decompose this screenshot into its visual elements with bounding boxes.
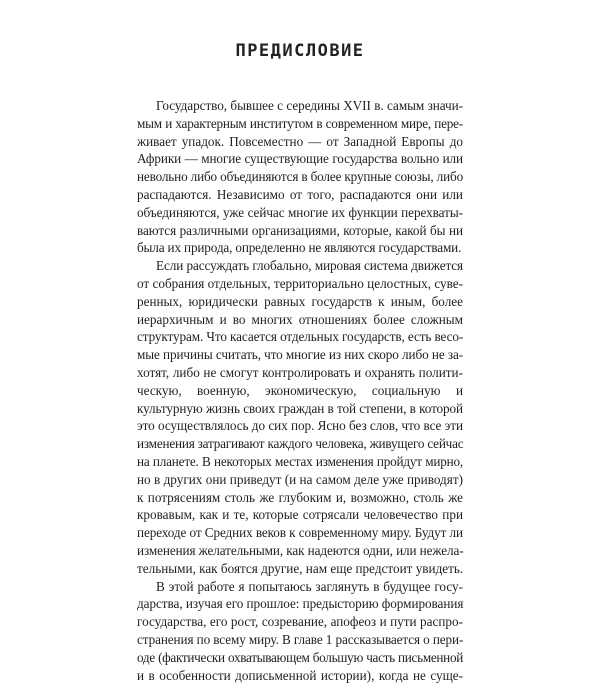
text-line: кровавым, как и те, которые сотрясали человечество при [137, 506, 463, 524]
text-line: дарства, изучая его прошлое: предысторию формирования [137, 595, 463, 613]
text-line: оде (фактически охватывающем большую часть письменной [137, 649, 463, 667]
text-line: распадаются. Независимо от того, распадаются они или [137, 186, 463, 204]
text-line: Если рассуждать глобально, мировая система движется [137, 257, 463, 275]
text-line: ваются различными организациями, которые, какой бы ни [137, 222, 463, 240]
text-line: иерархичным и во многих отношениях более сложным [137, 311, 463, 329]
text-line: Государство, бывшее с середины XVII в. самым значи- [137, 97, 463, 115]
text-line: государства, его рост, созревание, апофеоз и пути распро- [137, 613, 463, 631]
text-line: культурную жизнь своих граждан в той степени, в которой [137, 400, 463, 418]
text-line: невольно либо объединяются в более крупные союзы, либо [137, 168, 463, 186]
text-line: и в особенности дописьменной истории), когда не суще- [137, 667, 463, 684]
text-line: изменения желательными, как надеются одни, или нежела- [137, 542, 463, 560]
text-line: изменения затрагивают каждого человека, живущего сейчас [137, 435, 463, 453]
text-line: от собрания отдельных, территориально целостных, суве- [137, 275, 463, 293]
text-line: к потрясениям столь же глубоким и, возможно, столь же [137, 489, 463, 507]
text-line: объединяются, уже сейчас многие их функции перехваты- [137, 204, 463, 222]
text-line: переходе от Средних веков к современному миру. Будут ли [137, 524, 463, 542]
paragraph [137, 578, 463, 684]
text-line: Африки — многие существующие государства вольно или [137, 150, 463, 168]
text-line: тельными, как боятся другие, нам еще предстоит увидеть. [137, 560, 463, 578]
text-line: но в других они приведут (и на самом деле уже приводят) [137, 471, 463, 489]
text-line: живает упадок. Повсеместно — от Западной Европы до [137, 133, 463, 151]
text-line: ренных, юридически равных государств к иным, более [137, 293, 463, 311]
text-line: это осуществлялось до сих пор. Ясно без слов, что все эти [137, 417, 463, 435]
text-line: хотят, либо не смогут контролировать и охранять полити- [137, 364, 463, 382]
text-line: ческую, военную, экономическую, социальную и [137, 382, 463, 400]
text-line: мые причины считать, что многие из них скоро либо не за- [137, 346, 463, 364]
text-line: на планете. В некоторых местах изменения пройдут мирно, [137, 453, 463, 471]
text-line: мым и характерным институтом в современном мире, пере- [137, 115, 463, 133]
text-line: структурам. Что касается отдельных государств, есть весо- [137, 328, 463, 346]
chapter-title: ПРЕДИСЛОВИЕ [0, 41, 600, 61]
body-text [137, 97, 463, 684]
paragraph [137, 257, 463, 577]
text-line: была их природа, определенно не являются государствами. [137, 239, 463, 257]
text-line: странения по всему миру. В главе 1 рассказывается о пери- [137, 631, 463, 649]
text-line: В этой работе я попытаюсь заглянуть в будущее госу- [137, 578, 463, 596]
paragraph [137, 97, 463, 257]
